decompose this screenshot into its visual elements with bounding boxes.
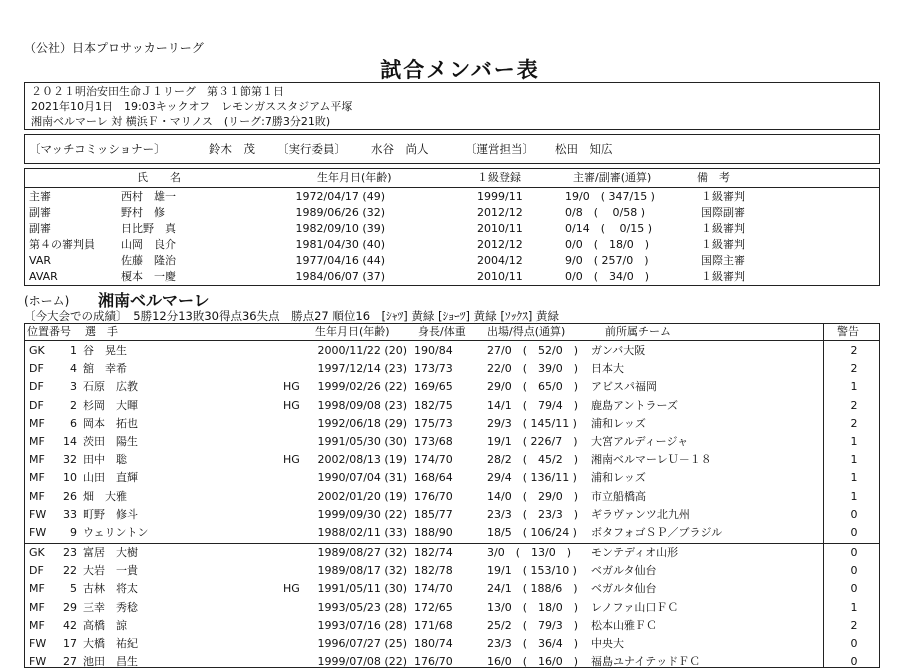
player-name: 岡本 拓也 — [83, 416, 138, 430]
match-date-venue: 2021年10月1日 19:03キックオフ レモンガススタジアム平塚 — [31, 100, 353, 113]
player-birthdate: 1999/02/26 (22) — [317, 380, 407, 394]
col-cautions: 警告 — [837, 325, 859, 338]
match-competition: ２０２１明治安田生命Ｊ１リーグ 第３１節第１日 — [31, 85, 284, 98]
player-name: 山田 直輝 — [83, 471, 138, 485]
player-previous-team: 松本山雅ＦＣ — [591, 618, 657, 632]
player-appearances: 29/0 ( 65/0 ) — [487, 380, 578, 394]
col-player: 選 手 — [85, 325, 118, 338]
player-name: 古林 将太 — [83, 582, 138, 596]
executive-name: 水谷 尚人 — [371, 142, 429, 156]
player-appearances: 24/1 ( 188/6 ) — [487, 582, 578, 596]
player-position: DF — [29, 398, 44, 412]
col-birthdate: 生年月日(年齢) — [315, 325, 390, 338]
operations-label: 〔運営担当〕 — [465, 142, 534, 156]
player-position: MF — [29, 600, 45, 614]
player-number: 26 — [63, 489, 77, 503]
referee-cell: １級審判 — [701, 238, 745, 251]
col-previous-team: 前所属チーム — [605, 325, 671, 338]
player-cautions: 1 — [850, 471, 858, 485]
player-number: 14 — [63, 435, 77, 448]
player-height-weight: 188/90 — [414, 526, 453, 539]
referee-cell: 副審 — [29, 206, 51, 219]
player-previous-team: ギラヴァンツ北九州 — [591, 507, 690, 521]
homegrown-mark: HG — [283, 453, 300, 467]
player-position: MF — [29, 453, 45, 467]
referee-cell: 0/8 ( 0/58 ) — [565, 206, 645, 219]
executive-label: 〔実行委員〕 — [277, 142, 346, 156]
col-height-weight: 身長/体重 — [418, 325, 466, 338]
player-height-weight: 174/70 — [414, 453, 453, 467]
referee-cell: １級審判 — [701, 222, 745, 235]
player-previous-team: モンテディオ山形 — [591, 546, 679, 559]
player-previous-team: アビスパ福岡 — [591, 380, 657, 394]
player-position: GK — [29, 344, 45, 357]
player-position: FW — [29, 655, 47, 669]
player-cautions: 2 — [850, 618, 858, 632]
referee-cell: １級審判 — [701, 190, 745, 203]
document-title: 試合メンバー表 — [380, 58, 540, 82]
player-height-weight: 173/73 — [414, 362, 453, 376]
player-cautions: 2 — [850, 344, 858, 357]
player-cautions: 0 — [850, 546, 858, 559]
player-name: 田中 聡 — [83, 453, 127, 467]
referee-cell: 榎本 一慶 — [121, 270, 176, 283]
player-height-weight: 182/78 — [414, 564, 453, 578]
player-appearances: 29/3 ( 145/11 ) — [487, 416, 577, 430]
player-birthdate: 1999/09/30 (22) — [317, 507, 407, 521]
referee-cell: １級審判 — [701, 270, 745, 283]
player-previous-team: 福島ユナイテッドＦＣ — [591, 655, 701, 669]
player-appearances: 23/3 ( 23/3 ) — [487, 507, 578, 521]
player-birthdate: 1991/05/11 (30) — [317, 582, 407, 596]
player-position: FW — [29, 507, 47, 521]
player-birthdate: 1992/06/18 (29) — [317, 416, 407, 430]
player-number: 1 — [70, 344, 77, 357]
team-name: 湘南ベルマーレ — [98, 291, 210, 310]
officials-box — [24, 134, 880, 164]
referee-cell: VAR — [29, 254, 51, 267]
referee-cell: 0/0 ( 34/0 ) — [565, 270, 649, 283]
referee-cell: 第４の審判員 — [29, 238, 95, 251]
player-position: MF — [29, 489, 45, 503]
player-birthdate: 1989/08/17 (32) — [317, 564, 407, 578]
player-number: 42 — [63, 618, 77, 632]
referee-col-name: 氏 名 — [137, 171, 181, 184]
player-birthdate: 1998/09/08 (23) — [317, 398, 407, 412]
player-name: 町野 修斗 — [83, 507, 138, 521]
player-number: 29 — [63, 600, 77, 614]
player-name: 舘 幸希 — [83, 362, 127, 376]
player-appearances: 19/1 ( 153/10 ) — [487, 564, 577, 578]
referee-cell: 山岡 良介 — [121, 238, 176, 251]
referee-cell: 国際副審 — [701, 206, 745, 219]
player-position: DF — [29, 380, 44, 394]
player-appearances: 27/0 ( 52/0 ) — [487, 344, 578, 357]
referee-cell: 2010/11 — [477, 222, 523, 235]
homegrown-mark: HG — [283, 582, 300, 596]
player-previous-team: ボタフォゴＳＰ／ブラジル — [591, 526, 723, 539]
referee-col-birthdate: 生年月日(年齢) — [317, 171, 392, 184]
referee-cell: 主審 — [29, 190, 51, 203]
player-number: 33 — [63, 507, 77, 521]
referee-cell: 国際主審 — [701, 254, 745, 267]
player-birthdate: 2002/01/20 (19) — [317, 489, 407, 503]
player-cautions: 1 — [850, 489, 858, 503]
player-height-weight: 169/65 — [414, 380, 453, 394]
commissioner-name: 鈴木 茂 — [209, 142, 255, 156]
col-position: 位置 — [27, 325, 49, 338]
player-birthdate: 1988/02/11 (33) — [317, 526, 407, 539]
player-cautions: 2 — [850, 398, 858, 412]
player-number: 23 — [63, 546, 77, 559]
referee-cell: 0/14 ( 0/15 ) — [565, 222, 652, 235]
commissioner-label: 〔マッチコミッショナー〕 — [29, 142, 166, 156]
referee-cell: 19/0 ( 347/15 ) — [565, 190, 655, 203]
player-name: 三幸 秀稔 — [83, 600, 138, 614]
player-previous-team: ベガルタ仙台 — [591, 582, 657, 596]
player-position: MF — [29, 471, 45, 485]
player-name: 富居 大樹 — [83, 546, 138, 559]
col-number: 番号 — [49, 325, 71, 338]
referee-cell: 9/0 ( 257/0 ) — [565, 254, 649, 267]
player-cautions: 0 — [850, 637, 858, 650]
player-number: 32 — [63, 453, 77, 467]
player-birthdate: 1989/08/27 (32) — [317, 546, 407, 559]
player-height-weight: 185/77 — [414, 507, 453, 521]
player-height-weight: 176/70 — [414, 655, 453, 669]
referee-cell: 1981/04/30 (40) — [295, 238, 385, 251]
organization-name: （公社）日本プロサッカーリーグ — [24, 41, 204, 55]
player-birthdate: 1993/07/16 (28) — [317, 618, 407, 632]
player-cautions: 0 — [850, 564, 858, 578]
player-name: 畑 大雅 — [83, 489, 127, 503]
player-name: 石原 広教 — [83, 380, 138, 394]
player-cautions: 2 — [850, 416, 858, 430]
referee-table — [24, 168, 880, 286]
referee-cell: 1984/06/07 (37) — [295, 270, 385, 283]
player-cautions: 0 — [850, 526, 858, 539]
col-appearances: 出場/得点(通算) — [487, 325, 566, 338]
player-position: FW — [29, 526, 47, 539]
referee-cell: 2012/12 — [477, 238, 523, 251]
referee-cell: 1972/04/17 (49) — [295, 190, 385, 203]
player-name: 茨田 陽生 — [83, 435, 138, 448]
player-appearances: 18/5 ( 106/24 ) — [487, 526, 577, 539]
player-appearances: 14/0 ( 29/0 ) — [487, 489, 578, 503]
player-position: MF — [29, 435, 45, 448]
player-appearances: 14/1 ( 79/4 ) — [487, 398, 578, 412]
player-position: DF — [29, 362, 44, 376]
referee-cell: 日比野 真 — [121, 222, 176, 235]
homegrown-mark: HG — [283, 380, 300, 394]
player-appearances: 19/1 ( 226/7 ) — [487, 435, 578, 448]
player-birthdate: 1996/07/27 (25) — [317, 637, 407, 650]
player-position: MF — [29, 618, 45, 632]
player-height-weight: 173/68 — [414, 435, 453, 448]
player-name: 谷 晃生 — [83, 344, 127, 357]
player-cautions: 1 — [850, 600, 858, 614]
player-number: 5 — [70, 582, 77, 596]
player-cautions: 1 — [850, 435, 858, 448]
player-birthdate: 2000/11/22 (20) — [317, 344, 407, 357]
player-height-weight: 180/74 — [414, 637, 453, 650]
referee-col-notes: 備 考 — [697, 171, 730, 184]
referee-cell: 佐藤 隆治 — [121, 254, 176, 267]
player-cautions: 1 — [850, 380, 858, 394]
player-previous-team: 鹿島アントラーズ — [591, 398, 679, 412]
player-birthdate: 1997/12/14 (23) — [317, 362, 407, 376]
player-birthdate: 1993/05/23 (28) — [317, 600, 407, 614]
player-appearances: 25/2 ( 79/3 ) — [487, 618, 578, 632]
player-name: 大岩 一貴 — [83, 564, 138, 578]
player-cautions: 0 — [850, 655, 858, 669]
player-cautions: 1 — [850, 453, 858, 467]
player-previous-team: 浦和レッズ — [591, 416, 646, 430]
referee-cell: 2004/12 — [477, 254, 523, 267]
referee-cell: 西村 雄一 — [121, 190, 176, 203]
operations-name: 松田 知広 — [555, 142, 613, 156]
player-position: FW — [29, 637, 47, 650]
player-number: 27 — [63, 655, 77, 669]
player-appearances: 22/0 ( 39/0 ) — [487, 362, 578, 376]
player-height-weight: 174/70 — [414, 582, 453, 596]
player-birthdate: 2002/08/13 (19) — [317, 453, 407, 467]
player-appearances: 29/4 ( 136/11 ) — [487, 471, 577, 485]
player-number: 22 — [63, 564, 77, 578]
player-height-weight: 172/65 — [414, 600, 453, 614]
player-name: 池田 昌生 — [83, 655, 138, 669]
home-label: (ホーム) — [24, 294, 70, 308]
player-height-weight: 176/70 — [414, 489, 453, 503]
player-cautions: 0 — [850, 507, 858, 521]
player-previous-team: 市立船橋高 — [591, 489, 646, 503]
player-appearances: 13/0 ( 18/0 ) — [487, 600, 578, 614]
player-name: ウェリントン — [83, 526, 149, 539]
match-teams: 湘南ベルマーレ 対 横浜Ｆ・マリノス (リーグ:7勝3分21敗) — [31, 115, 331, 128]
referee-col-matches: 主審/副審(通算) — [573, 171, 652, 184]
player-height-weight: 171/68 — [414, 618, 453, 632]
player-previous-team: 湘南ベルマーレＵ－１８ — [591, 453, 712, 467]
referee-cell: 副審 — [29, 222, 51, 235]
player-cautions: 2 — [850, 362, 858, 376]
player-name: 高橋 諒 — [83, 618, 127, 632]
player-height-weight: 175/73 — [414, 416, 453, 430]
match-info-box — [24, 82, 880, 130]
player-height-weight: 190/84 — [414, 344, 453, 357]
player-birthdate: 1990/07/04 (31) — [317, 471, 407, 485]
player-appearances: 28/2 ( 45/2 ) — [487, 453, 578, 467]
player-cautions: 0 — [850, 582, 858, 596]
referee-cell: 0/0 ( 18/0 ) — [565, 238, 649, 251]
player-previous-team: ガンバ大阪 — [591, 344, 646, 357]
player-number: 17 — [63, 637, 77, 650]
player-number: 9 — [70, 526, 77, 539]
referee-cell: 1999/11 — [477, 190, 523, 203]
player-number: 3 — [70, 380, 77, 394]
player-table — [24, 323, 880, 668]
player-appearances: 3/0 ( 13/0 ) — [487, 546, 571, 559]
player-previous-team: 日本大 — [591, 362, 624, 376]
player-position: MF — [29, 416, 45, 430]
player-number: 10 — [63, 471, 77, 485]
player-appearances: 16/0 ( 16/0 ) — [487, 655, 578, 669]
player-previous-team: 浦和レッズ — [591, 471, 646, 485]
referee-cell: AVAR — [29, 270, 58, 283]
player-position: MF — [29, 582, 45, 596]
player-previous-team: 中央大 — [591, 637, 624, 650]
player-previous-team: 大宮アルディージャ — [591, 435, 689, 448]
player-position: DF — [29, 564, 44, 578]
player-name: 杉岡 大暉 — [83, 398, 138, 412]
referee-cell: 2010/11 — [477, 270, 523, 283]
referee-cell: 野村 修 — [121, 206, 165, 219]
player-position: GK — [29, 546, 45, 559]
player-previous-team: ベガルタ仙台 — [591, 564, 657, 578]
referee-cell: 1989/06/26 (32) — [295, 206, 385, 219]
homegrown-mark: HG — [283, 398, 300, 412]
referee-cell: 2012/12 — [477, 206, 523, 219]
player-number: 4 — [70, 362, 77, 376]
player-previous-team: レノファ山口ＦＣ — [591, 600, 679, 614]
player-appearances: 23/3 ( 36/4 ) — [487, 637, 578, 650]
player-birthdate: 1999/07/08 (22) — [317, 655, 407, 669]
player-name: 大橋 祐紀 — [83, 637, 138, 650]
player-birthdate: 1991/05/30 (30) — [317, 435, 407, 448]
referee-cell: 1982/09/10 (39) — [295, 222, 385, 235]
player-number: 6 — [70, 416, 77, 430]
referee-col-registered: １級登録 — [477, 171, 521, 184]
player-height-weight: 182/74 — [414, 546, 453, 559]
player-height-weight: 182/75 — [414, 398, 453, 412]
player-height-weight: 168/64 — [414, 471, 453, 485]
team-record: 〔今大会での成績〕 5勝12分13敗30得点36失点 勝点27 順位16 [ｼｬﾂ] 黄緑 [ｼｮｰﾂ] 黄緑 [ｿｯｸｽ] 黄緑 — [24, 309, 559, 323]
player-number: 2 — [70, 398, 77, 412]
referee-cell: 1977/04/16 (44) — [295, 254, 385, 267]
